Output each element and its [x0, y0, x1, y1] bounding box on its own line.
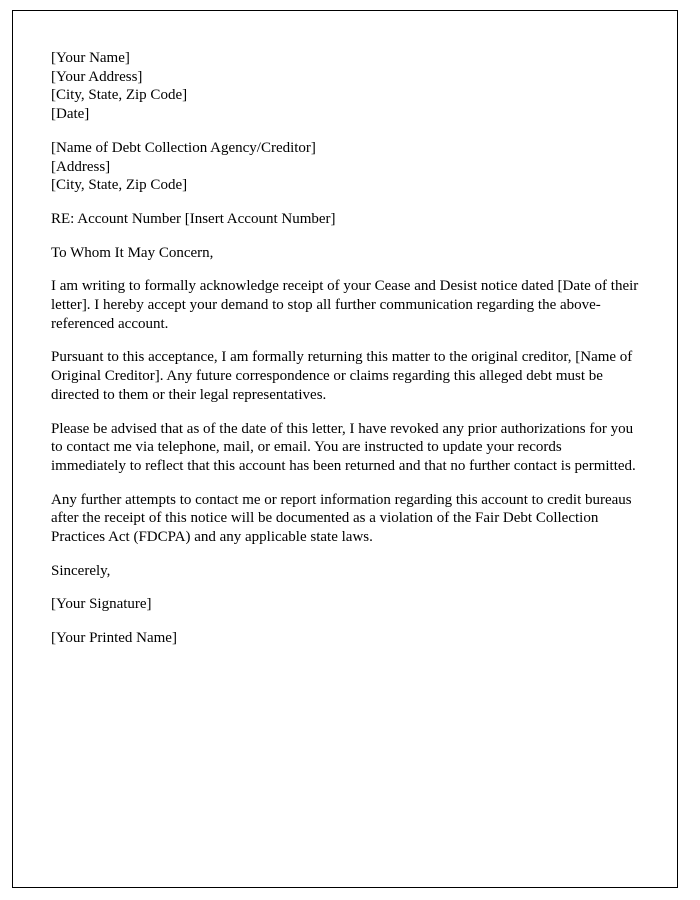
sender-name: [Your Name]: [51, 50, 130, 66]
printed-name-placeholder: [Your Printed Name]: [51, 630, 177, 647]
letter-body: [13, 11, 677, 648]
paragraph-fdcpa-violation: Any further attempts to contact me or report information regarding this account to credit bureaus after the receipt of this notice will be documented as a violation of the Fair Debt Collection Practices Act (FDCPA) and any applicable state laws.: [51, 491, 632, 546]
paragraph-revoked-authorizations: Please be advised that as of the date of this letter, I have revoked any prior authorizations for you to contact me via telephone, mail, or email. You are instructed to update your records immediately to reflect that this account has been returned and that no further contact is permitted.: [51, 420, 636, 474]
closing: Sincerely,: [51, 562, 111, 579]
recipient-name: [Name of Debt Collection Agency/Creditor]: [51, 139, 316, 156]
recipient-city-state-zip: [City, State, Zip Code]: [51, 177, 188, 194]
letter-date: [Date]: [51, 106, 90, 123]
sender-address: [Your Address]: [51, 68, 143, 85]
signature-placeholder: [Your Signature]: [51, 596, 152, 613]
sender-city-state-zip: [City, State, Zip Code]: [51, 87, 188, 104]
sender-address-block: [51, 49, 639, 124]
salutation: To Whom It May Concern,: [51, 244, 214, 261]
paragraph-return-to-creditor: Pursuant to this acceptance, I am formally returning this matter to the original creditor, [Name of Original Creditor]. Any future correspondence or claims regarding this alleged debt must be directed to them or their legal representatives.: [51, 349, 633, 403]
recipient-address-block: [51, 139, 639, 195]
recipient-address: [Address]: [51, 158, 111, 175]
subject-line: RE: Account Number [Insert Account Number]: [51, 210, 336, 227]
paragraph-acknowledgement: I am writing to formally acknowledge receipt of your Cease and Desist notice dated [Date of their letter]. I hereby accept your demand to stop all further communication regarding the above-referenced account.: [51, 278, 639, 332]
letter-page: [12, 10, 678, 888]
